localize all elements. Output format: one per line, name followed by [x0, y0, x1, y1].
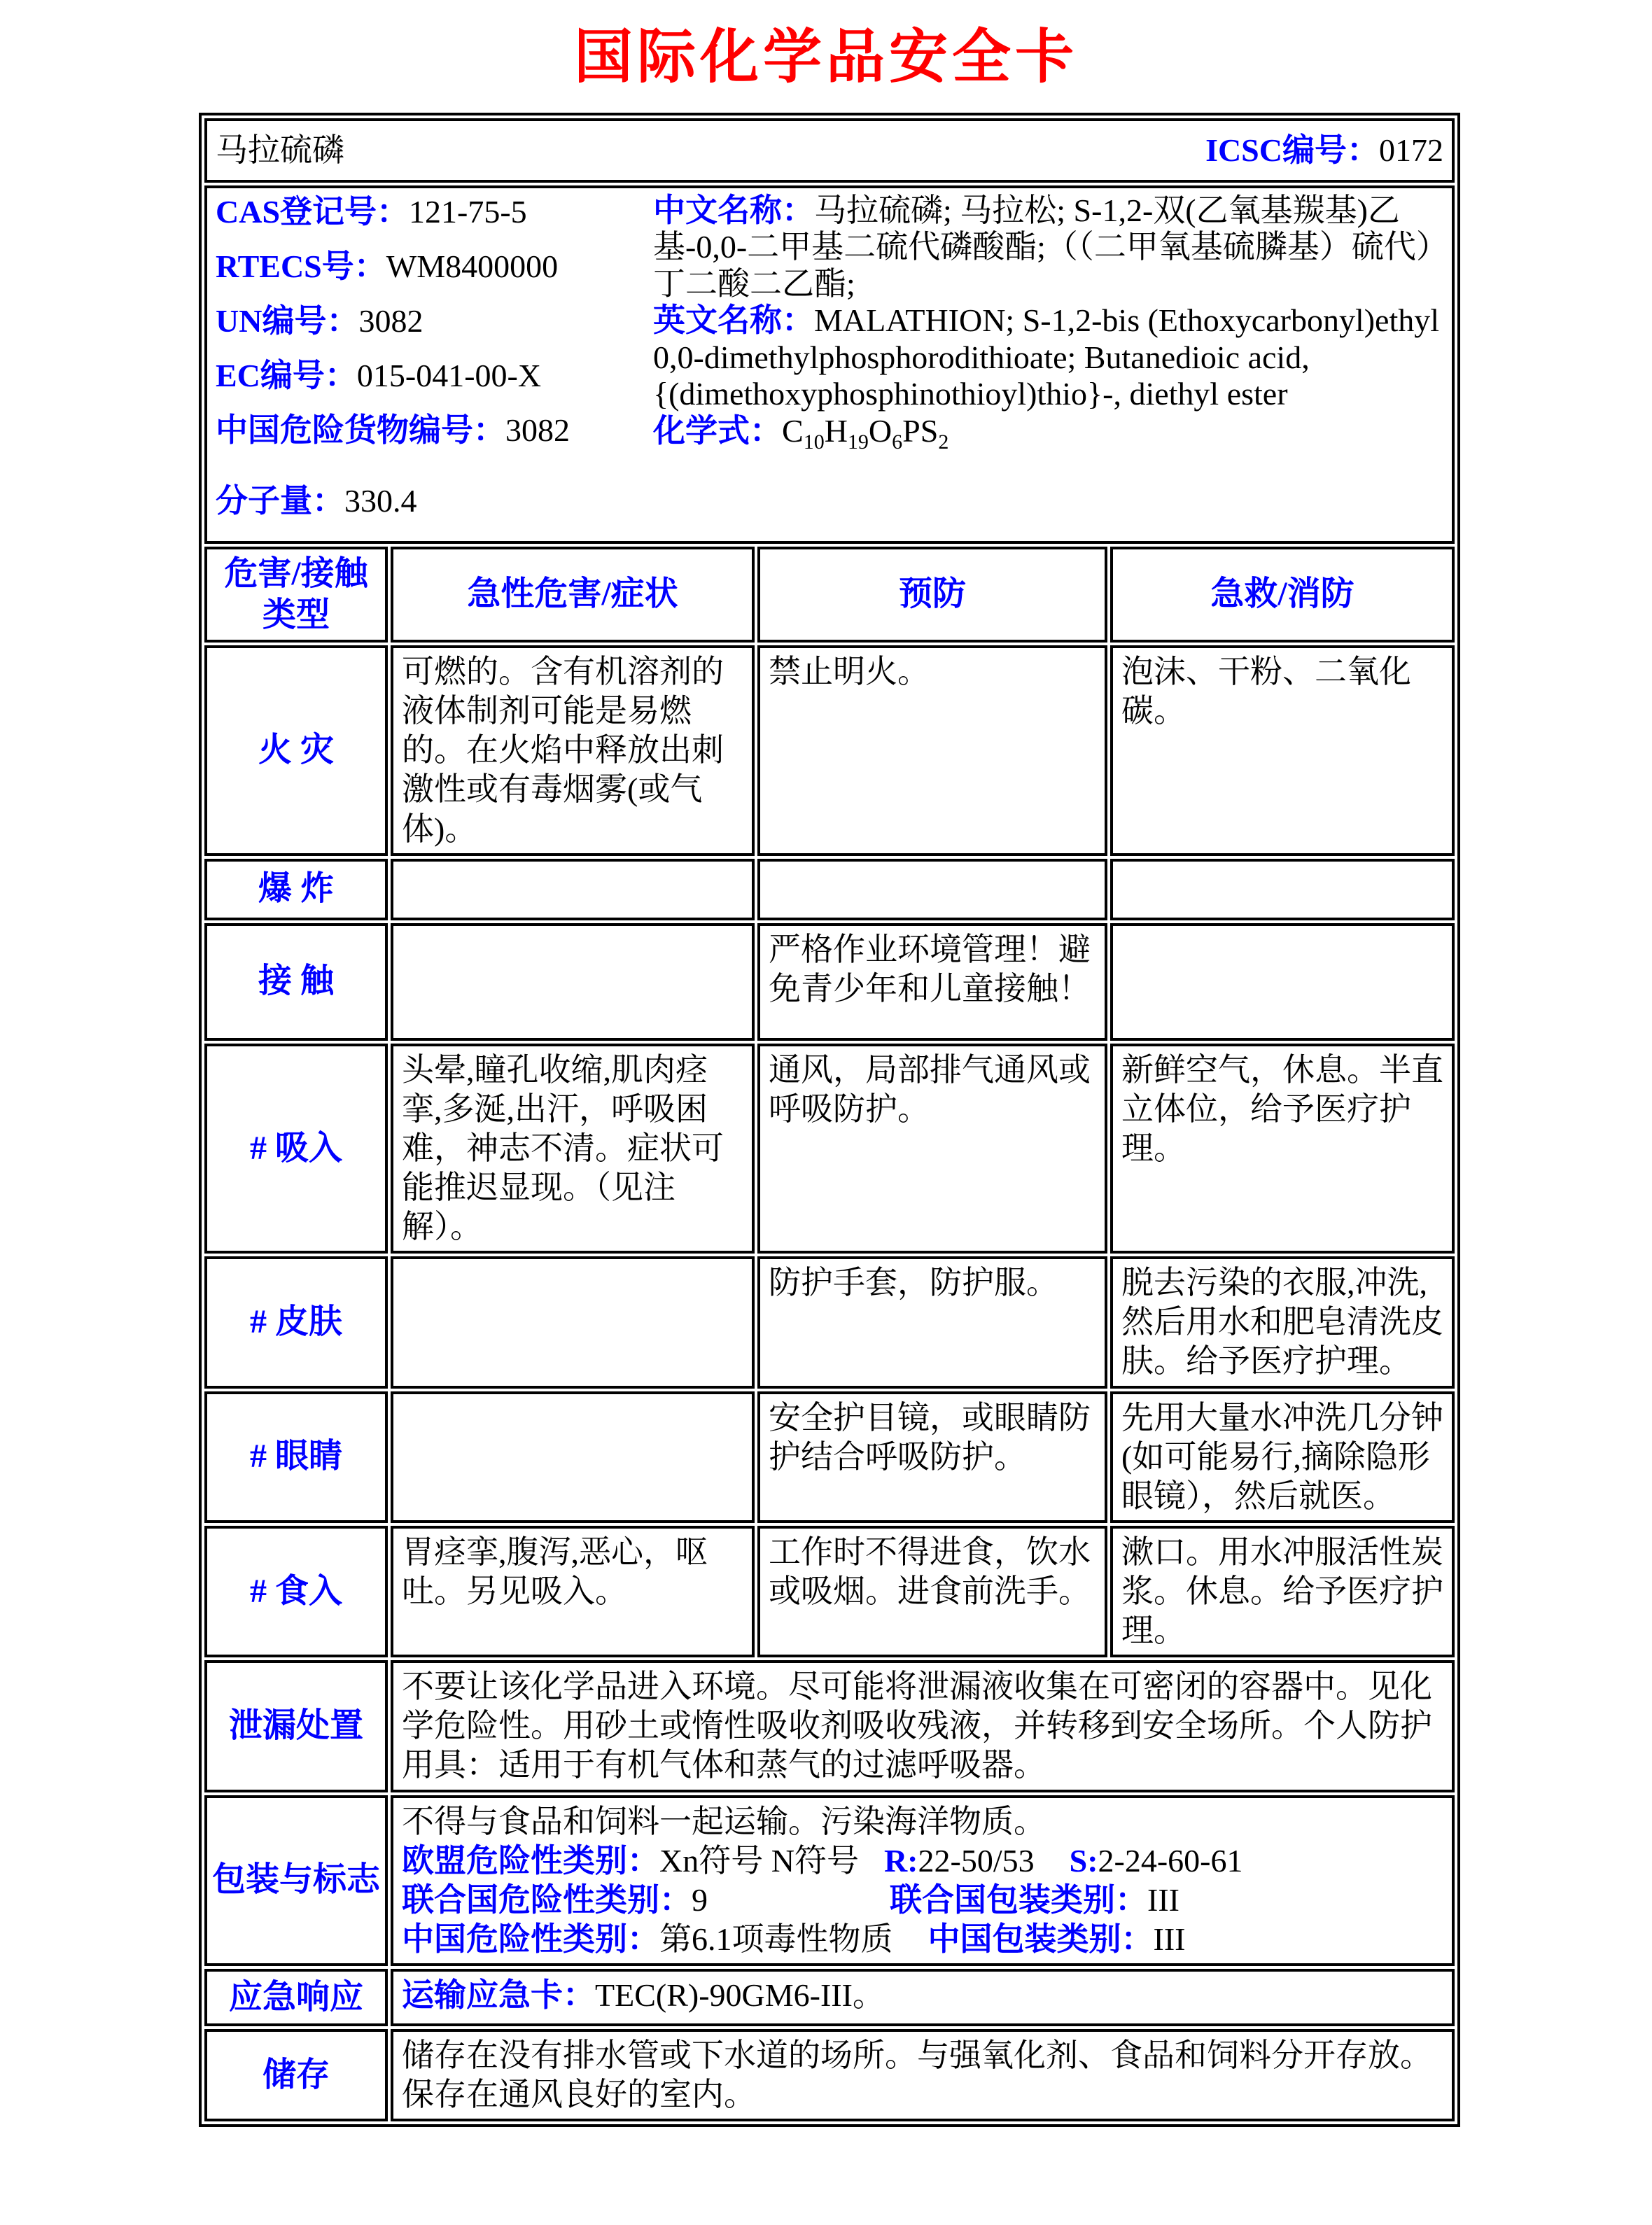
header-acute-symptoms: 急性危害/症状: [391, 547, 755, 643]
spill-text-cell: 不要让该化学品进入环境。尽可能将泄漏液收集在可密闭的容器中。见化学危险性。用砂土或惰性吸收剂吸收残液，并转移到安全场所。个人防护用具：适用于有机气体和蒸气的过滤呼吸器。: [391, 1660, 1455, 1792]
row-label-emergency: 应急响应: [204, 1969, 388, 2026]
s-phrase-label: S:: [1069, 1842, 1098, 1879]
un-value: 3082: [358, 303, 424, 339]
formula-h: H: [824, 412, 848, 449]
formula-o: O: [868, 412, 892, 449]
ec-label: EC编号：: [216, 358, 357, 394]
fire-firstaid-cell: 泡沫、干粉、二氧化碳。: [1110, 645, 1455, 856]
icsc-label: ICSC编号：: [1205, 132, 1379, 168]
explosion-prevention-cell: [757, 859, 1107, 920]
un-pack-value: III: [1147, 1881, 1180, 1918]
skin-prevention-cell: 防护手套，防护服。: [757, 1256, 1107, 1388]
ingestion-symptoms-cell: 胃痉挛,腹泻,恶心，呕吐。另见吸入。: [391, 1526, 755, 1657]
icsc-value: 0172: [1379, 132, 1443, 168]
un-class-label: 联合国危险性类别：: [402, 1881, 692, 1918]
packaging-line1: 不得与食品和饲料一起运输。污染海洋物质。: [402, 1803, 1046, 1839]
chinese-name-value: 马拉硫磷; 马拉松; S-1,2-双(乙氧基羰基)乙基-0,0-二甲基二硫代磷酸酯;（（二甲氧基硫膦基）硫代）丁二酸二乙酯;: [653, 192, 1432, 302]
formula-ps: PS: [902, 412, 939, 449]
packaging-line-cn: [402, 1920, 1443, 1959]
inhalation-prevention-cell: 通风，局部排气通风或呼吸防护。: [757, 1044, 1107, 1254]
packaging-line-un: [402, 1881, 1443, 1920]
header-hazard-line2: 类型: [262, 596, 330, 633]
chinese-name-line: [653, 192, 1443, 302]
page-title: 国际化学品安全卡: [573, 24, 1078, 90]
header-prevention: 预防: [757, 547, 1107, 643]
eyes-symptoms-cell: [391, 1391, 755, 1523]
rtecs-number: [216, 247, 653, 286]
cas-number: [216, 192, 653, 232]
english-name-line: [653, 302, 1443, 412]
chinese-name-label: 中文名称：: [653, 192, 814, 228]
header-firstaid: 急救/消防: [1110, 547, 1455, 643]
r-phrase-label: R:: [883, 1842, 918, 1879]
transport-card-label: 运输应急卡：: [402, 1977, 595, 2013]
emergency-cell: [391, 1969, 1455, 2026]
explosion-symptoms-cell: [391, 859, 755, 920]
cn-class-label: 中国危险性类别：: [402, 1921, 659, 1957]
formula-ps-sub: 2: [938, 430, 949, 454]
storage-text-cell: 储存在没有排水管或下水道的场所。与强氧化剂、食品和饲料分开存放。保存在通风良好的室内。: [391, 2029, 1455, 2121]
mw-label: 分子量：: [216, 482, 344, 519]
eyes-prevention-cell: 安全护目镜，或眼睛防护结合呼吸防护。: [757, 1391, 1107, 1523]
un-label: UN编号：: [216, 303, 359, 339]
un-pack-label: 联合国包装类别：: [890, 1881, 1147, 1918]
exposure-prevention-cell: 严格作业环境管理！避免青少年和儿童接触！: [757, 923, 1107, 1041]
row-label-spill: 泄漏处置: [204, 1660, 388, 1792]
english-name-value: MALATHION; S-1,2-bis (Ethoxycarbonyl)ethyl 0,0-dimethylphosphorodithioate; Butanedioic acid, {(dimethoxyphosphinothioyl)thio}-, diethyl ester: [653, 302, 1440, 412]
fire-symptoms-cell: 可燃的。含有机溶剂的液体制剂可能是易燃的。在火焰中释放出刺激性或有毒烟雾(或气体)。: [391, 645, 755, 856]
english-name-label: 英文名称：: [653, 302, 814, 339]
cn-class-value: 第6.1项毒性物质: [659, 1921, 893, 1957]
china-dg-label: 中国危险货物编号：: [216, 412, 505, 449]
transport-card-value: TEC(R)-90GM6-III。: [595, 1977, 885, 2013]
un-number: [216, 302, 653, 341]
ingestion-firstaid-cell: 漱口。用水冲服活性炭浆。休息。给予医疗护理。: [1110, 1526, 1455, 1657]
ec-number: [216, 356, 653, 395]
exposure-symptoms-cell: [391, 923, 755, 1041]
un-class-value: 9: [692, 1881, 708, 1918]
rtecs-label: RTECS号：: [216, 248, 386, 285]
name-icsc-cell: [204, 118, 1455, 183]
chemical-name: 马拉硫磷: [216, 132, 344, 168]
identifiers-cell: [204, 185, 1455, 544]
cn-pack-value: III: [1153, 1921, 1186, 1957]
header-hazard-type: [204, 547, 388, 643]
explosion-firstaid-cell: [1110, 859, 1455, 920]
safety-card-table: [199, 113, 1460, 2127]
row-label-storage: 储存: [204, 2029, 388, 2121]
identifier-list: [216, 192, 653, 536]
eyes-firstaid-cell: 先用大量水冲洗几分钟(如可能易行,摘除隐形眼镜），然后就医。: [1110, 1391, 1455, 1523]
cas-value: 121-75-5: [409, 194, 527, 230]
formula-h-sub: 19: [847, 430, 869, 454]
packaging-cell: [391, 1795, 1455, 1966]
cn-pack-label: 中国包装类别：: [927, 1921, 1154, 1957]
skin-symptoms-cell: [391, 1256, 755, 1388]
row-label-skin: # 皮肤: [204, 1256, 388, 1388]
exposure-firstaid-cell: [1110, 923, 1455, 1041]
eu-class-label: 欧盟危险性类别：: [402, 1842, 659, 1879]
names-block: [653, 192, 1443, 454]
s-phrase-value: 2-24-60-61: [1098, 1842, 1243, 1879]
formula-label: 化学式：: [653, 412, 782, 449]
formula-o-sub: 6: [892, 430, 903, 454]
row-label-explosion: 爆 炸: [204, 859, 388, 920]
r-phrase-value: 22-50/53: [918, 1842, 1035, 1879]
row-label-eyes: # 眼睛: [204, 1391, 388, 1523]
ingestion-prevention-cell: 工作时不得进食，饮水或吸烟。进食前洗手。: [757, 1526, 1107, 1657]
header-hazard-line1: 危害/接触: [224, 555, 368, 592]
formula-value: [782, 412, 949, 454]
inhalation-firstaid-cell: 新鲜空气，休息。半直立体位，给予医疗护理。: [1110, 1044, 1455, 1254]
row-label-packaging: 包装与标志: [204, 1795, 388, 1966]
packaging-line-eu: [402, 1841, 1443, 1881]
formula-line: [653, 413, 1443, 454]
china-dg-value: 3082: [505, 412, 570, 449]
cas-label: CAS登记号：: [216, 194, 410, 230]
rtecs-value: WM8400000: [386, 248, 559, 285]
china-dg-number: [216, 411, 653, 450]
skin-firstaid-cell: 脱去污染的衣服,冲洗,然后用水和肥皂清洗皮肤。给予医疗护理。: [1110, 1256, 1455, 1388]
formula-c-sub: 10: [803, 430, 825, 454]
row-label-inhalation: # 吸入: [204, 1044, 388, 1254]
row-label-ingestion: # 食入: [204, 1526, 388, 1657]
ec-value: 015-041-00-X: [356, 358, 542, 394]
icsc-number: [1205, 131, 1443, 170]
row-label-fire: 火 灾: [204, 645, 388, 856]
row-label-exposure: 接 触: [204, 923, 388, 1041]
mw-value: 330.4: [344, 482, 417, 519]
eu-class-value: Xn符号 N符号: [659, 1842, 859, 1879]
fire-prevention-cell: 禁止明火。: [757, 645, 1107, 856]
formula-c: C: [782, 412, 804, 449]
molecular-weight: [216, 482, 653, 521]
inhalation-symptoms-cell: 头晕,瞳孔收缩,肌肉痉挛,多涎,出汗，呼吸困难，神志不清。症状可能推迟显现。（见注解）。: [391, 1044, 755, 1254]
